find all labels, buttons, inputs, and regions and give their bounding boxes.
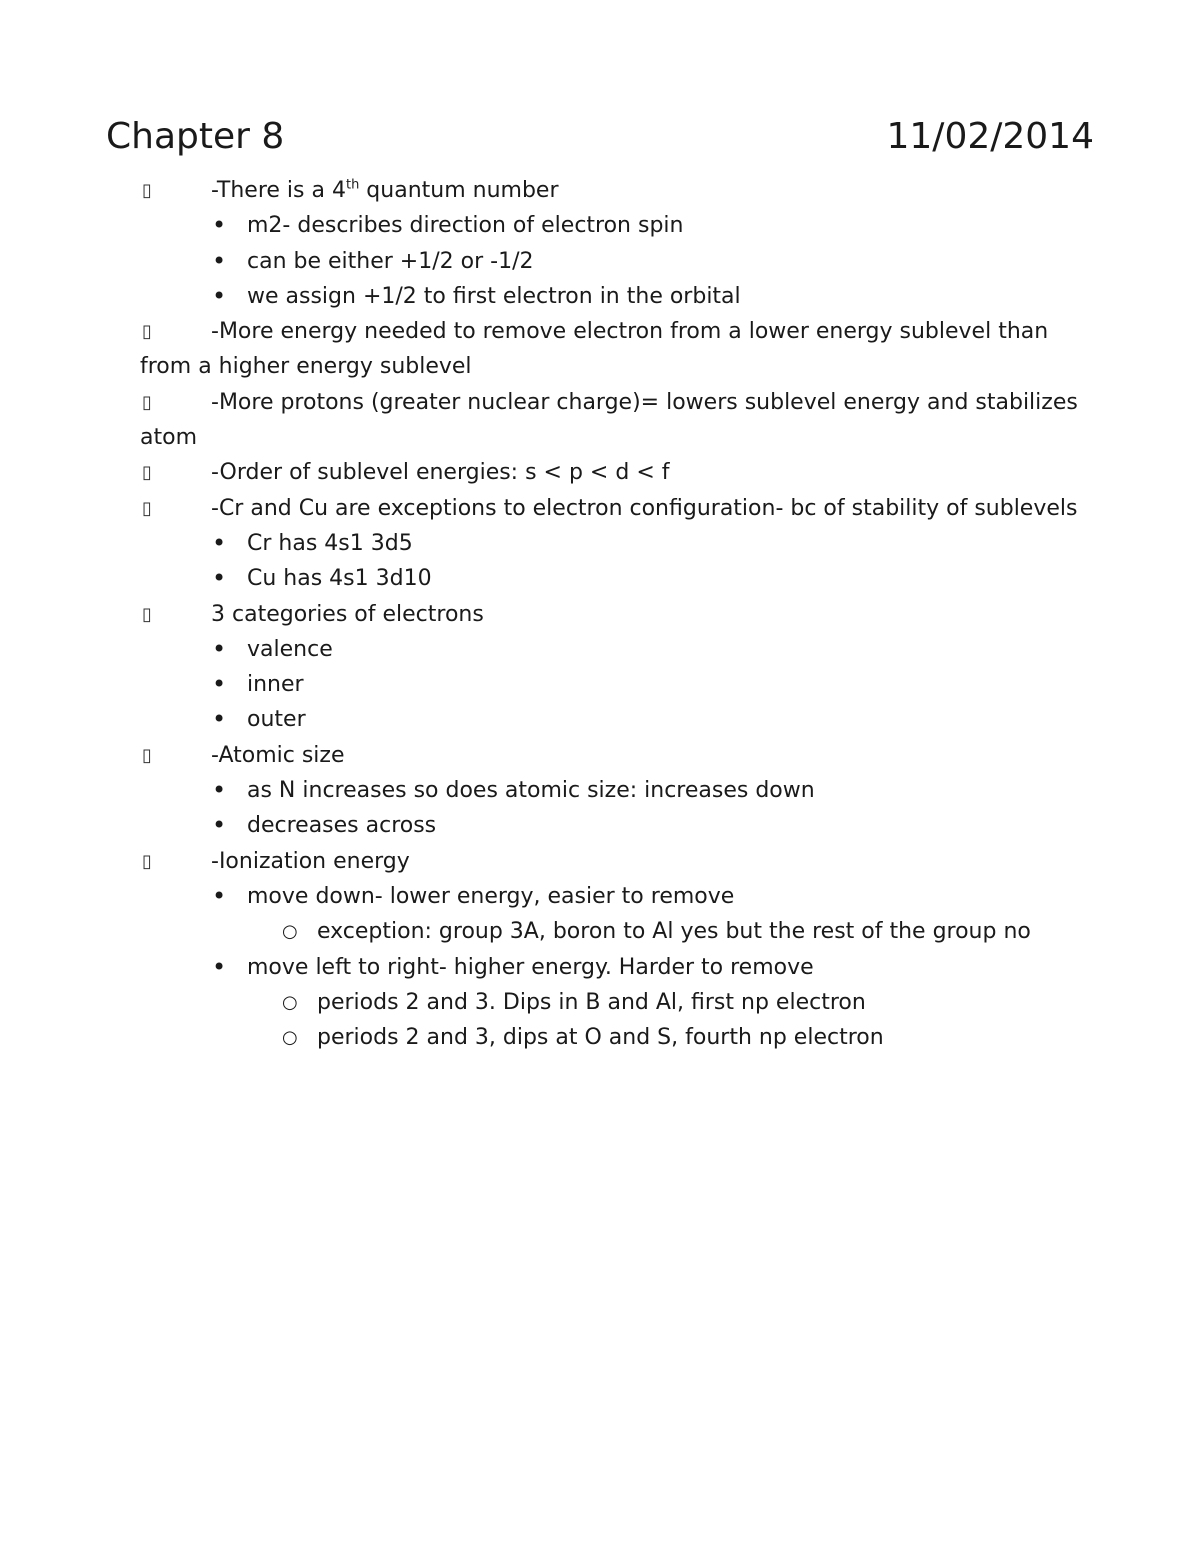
list-item xyxy=(140,808,1080,843)
list-item-text: valence xyxy=(247,636,333,662)
list-item xyxy=(140,702,1080,737)
bullet-box-icon: ▯ xyxy=(142,850,152,872)
list-item xyxy=(140,279,1080,314)
bullet-box-icon: ▯ xyxy=(142,462,152,484)
bullet-circle-icon: ○ xyxy=(282,991,298,1013)
page-date: 11/02/2014 xyxy=(886,116,1094,157)
list-item-text: -Ionization energy xyxy=(211,848,410,874)
bullet-dot-icon: • xyxy=(212,670,227,699)
list-item-text: periods 2 and 3. Dips in B and Al, first np electron xyxy=(317,989,866,1015)
list-item xyxy=(140,455,1080,490)
list-item xyxy=(140,244,1080,279)
bullet-dot-icon: • xyxy=(212,811,227,840)
bullet-circle-icon: ○ xyxy=(282,921,298,943)
list-item-text: -Cr and Cu are exceptions to electron configuration- bc of stability of sublevels xyxy=(211,495,1078,521)
list-item-text: -There is a 4 xyxy=(211,178,346,203)
bullet-dot-icon: • xyxy=(212,634,227,663)
list-item-text: can be either +1/2 or -1/2 xyxy=(247,248,534,274)
bullet-dot-icon: • xyxy=(212,211,227,240)
bullet-dot-icon: • xyxy=(212,776,227,805)
list-item xyxy=(140,561,1080,596)
bullet-dot-icon: • xyxy=(212,705,227,734)
list-item xyxy=(140,491,1080,526)
list-item xyxy=(140,173,1080,208)
list-item-text: -More energy needed to remove electron from a lower energy sublevel than from a higher energy sublevel xyxy=(140,319,1049,380)
bullet-box-icon: ▯ xyxy=(142,321,152,343)
list-item-text: -Atomic size xyxy=(211,742,345,768)
bullet-box-icon: ▯ xyxy=(142,180,152,201)
list-item-text: m2- describes direction of electron spin xyxy=(247,213,684,239)
list-item xyxy=(140,914,1080,949)
list-item xyxy=(140,738,1080,773)
list-item-text: exception: group 3A, boron to Al yes but the rest of the group no xyxy=(317,919,1031,945)
page-header xyxy=(106,112,1094,162)
list-item xyxy=(140,667,1080,702)
list-item xyxy=(140,844,1080,879)
bullet-box-icon: ▯ xyxy=(142,391,152,413)
list-item-text: periods 2 and 3, dips at O and S, fourth np electron xyxy=(317,1025,884,1051)
list-item-text: move down- lower energy, easier to remove xyxy=(247,883,735,909)
list-item xyxy=(140,385,1080,456)
list-item-text: -Order of sublevel energies: s < p < d < f xyxy=(211,460,670,486)
list-item-text: outer xyxy=(247,707,306,733)
list-item-text: -More protons (greater nuclear charge)= lowers sublevel energy and stabilizes atom xyxy=(140,389,1078,451)
list-item xyxy=(140,985,1080,1020)
notes-list xyxy=(140,173,1080,1055)
superscript-text: th xyxy=(345,177,360,193)
list-item xyxy=(140,597,1080,632)
list-item xyxy=(140,879,1080,914)
list-item xyxy=(140,526,1080,561)
list-item xyxy=(140,314,1080,385)
list-item-text: move left to right- higher energy. Harder to remove xyxy=(247,954,814,980)
list-item-text: as N increases so does atomic size: increases down xyxy=(247,778,815,804)
list-item xyxy=(140,950,1080,985)
list-item-text: Cr has 4s1 3d5 xyxy=(247,530,413,556)
bullet-dot-icon: • xyxy=(212,528,227,557)
bullet-box-icon: ▯ xyxy=(142,744,152,766)
list-item xyxy=(140,208,1080,243)
list-item xyxy=(140,773,1080,808)
page-title: Chapter 8 xyxy=(106,116,285,157)
list-item-text: quantum number xyxy=(359,178,559,203)
bullet-dot-icon: • xyxy=(212,246,227,275)
bullet-circle-icon: ○ xyxy=(282,1027,298,1049)
bullet-dot-icon: • xyxy=(212,952,227,981)
bullet-box-icon: ▯ xyxy=(142,603,152,625)
list-item-text: decreases across xyxy=(247,813,437,839)
list-item xyxy=(140,632,1080,667)
bullet-dot-icon: • xyxy=(212,564,227,593)
bullet-box-icon: ▯ xyxy=(142,497,152,519)
list-item-text: 3 categories of electrons xyxy=(211,601,484,627)
list-item-text: inner xyxy=(247,672,304,698)
list-item-text: we assign +1/2 to first electron in the orbital xyxy=(247,283,741,309)
bullet-dot-icon: • xyxy=(212,881,227,910)
bullet-dot-icon: • xyxy=(212,281,227,310)
list-item-text: Cu has 4s1 3d10 xyxy=(247,566,432,592)
list-item xyxy=(140,1020,1080,1055)
